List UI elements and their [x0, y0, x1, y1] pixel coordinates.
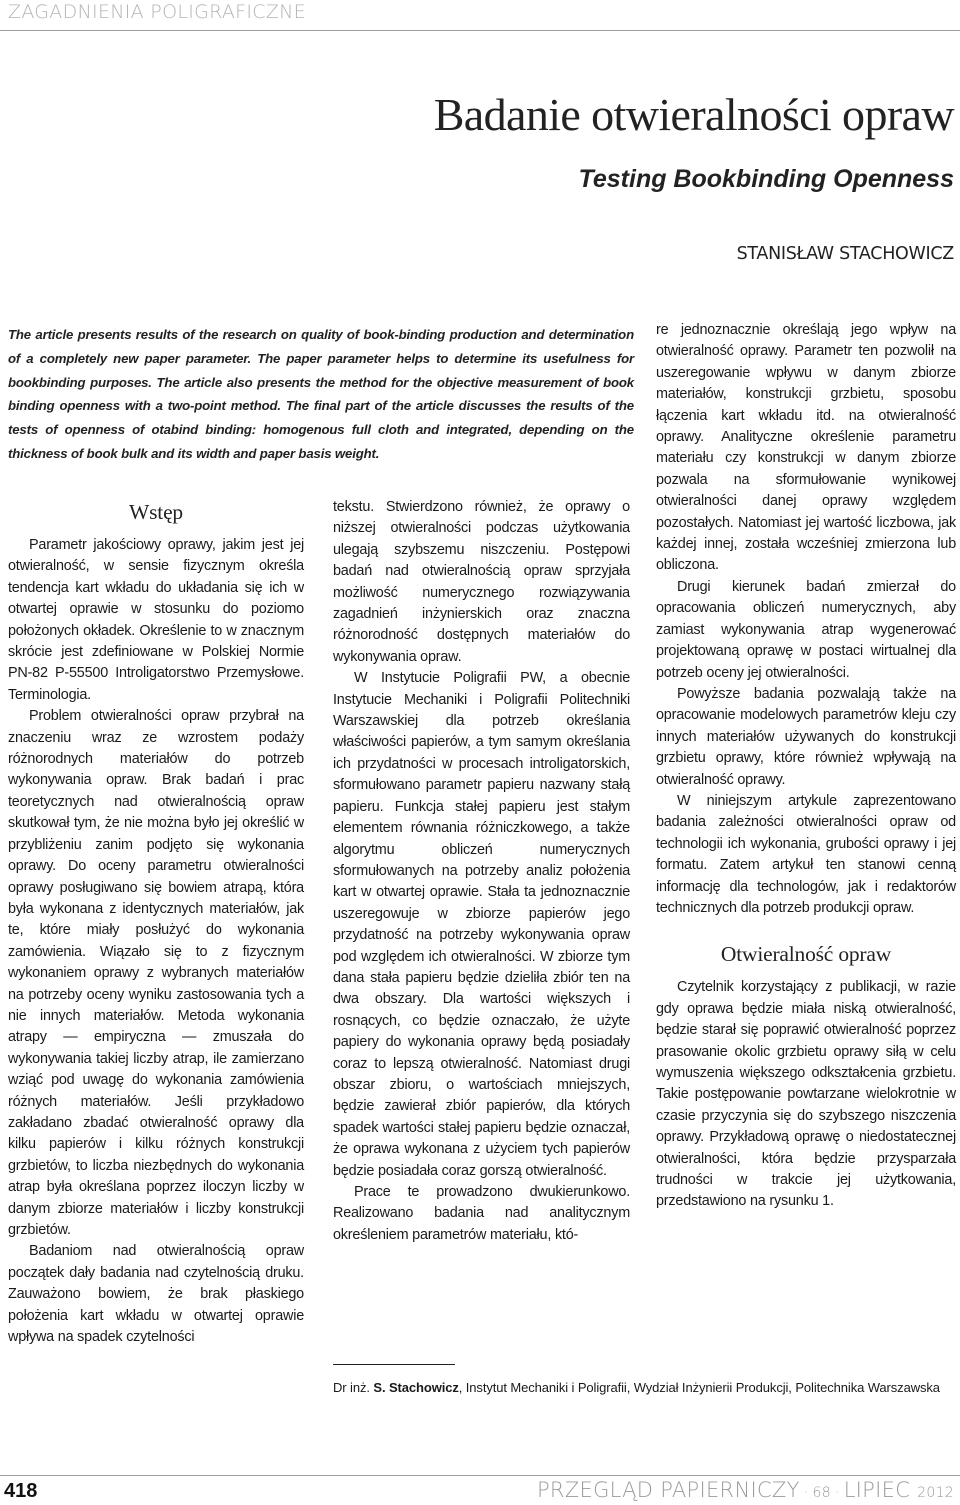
paragraph: W niniejszym artykule zaprezentowano badania zależności otwieralności opraw od technologii ich wykonania, grubości oprawy i jej formatu. Zatem artykuł ten stanowi cenną informację dla technologów, jak i redaktorów technicznych dla potrzeb produkcji opraw. — [656, 792, 956, 916]
section-heading-intro: Wstęp — [129, 500, 183, 524]
footnote-author-name: S. Stachowicz — [373, 1380, 459, 1395]
column-2 — [333, 497, 630, 1246]
paragraph: Parametr jakościowy oprawy, jakim jest jej otwieralność, w sensie fizycznym określa tendencja kart wkładu do układania się ich w otwartej oprawie w stosunku do poziomo położonych okładek. Określenie to w znacznym skrócie jest zdefiniowane w Polskiej Normie PN-82 P-55500 Introligatorstwo Przemysłowe. Terminologia. — [8, 537, 304, 703]
journal-month: LIPIEC — [843, 1478, 911, 1502]
paragraph: Drugi kierunek badań zmierzał do opracowania obliczeń numerycznych, aby zamiast wykonywania atrap wygenerować projektowaną oprawę w postaci wirtualnej dla potrzeb oceny jej otwieralności. — [656, 578, 956, 681]
paragraph: tekstu. Stwierdzono również, że oprawy o niższej otwieralności podczas użytkowania ulegają szybszemu niszczeniu. Postępowi badań nad otwieralnością opraw sprzyjała możliwość numerycznego rozwiązywania zagadnień inżynierskich oraz znaczna różnorodność dostępnych materiałów do wykonywania opraw. — [333, 499, 630, 665]
journal-year: 2012 — [917, 1485, 954, 1501]
header-rule — [0, 30, 960, 31]
article-subtitle: Testing Bookbinding Openness — [578, 165, 954, 193]
abstract: The article presents results of the research on quality of book-binding production and determination of a completely new paper parameter. The paper parameter helps to determine its usefulness for bookbinding purposes. The article also presents the method for the objective measurement of book binding openness with a two-point method. The final part of the article discusses the results of the tests of openness of otabind binding: homogenous full cloth and integrated, depending on the thickness of book bulk and its width and paper basis weight. — [8, 327, 634, 461]
paragraph: W Instytucie Poligrafii PW, a obecnie Instytucie Mechaniki i Poligrafii Politechniki Warszawskiej dla potrzeb określania właściwości papierów, a tym samym określania ich przydatności w procesach introligatorskich, sformułowano parametr papieru nazwany stałą papieru. Funkcja stałej papieru jest stałym elementem równania różniczkowego, a także algorytmu obliczeń numerycznych sformułowanych na potrzeby analiz położenia kart w otwartej oprawie. Stała ta jednoznacznie uszeregowuje w zbiorze papierów jego przydatność na potrzeby wykonywania opraw pod względem ich otwieralności. W zbiorze tym dana stała papieru będzie dzieliła zbiór ten na dwa obszary. Dla wartości większych i rosnących, co będzie oznaczało, że użyte papiery do wykonania oprawy będą posiadały coraz to lepszą otwieralność. Natomiast drugi obszar zbioru, o wartościach mniejszych, będzie zawierał zbiór papierów, dla których spadek wartości stałej papieru będzie oznaczał, że oprawa wykonana z użyciem tych papierów będzie posiadała coraz gorszą otwieralność. — [333, 670, 630, 1179]
article-author: STANISŁAW STACHOWICZ — [736, 244, 954, 264]
paragraph: Badaniom nad otwieralnością opraw początek dały badania nad czytelnością druku. Zauważono bowiem, że brak płaskiego położenia kart wkładu w otwartej oprawie wpływa na spadek czytelności — [8, 1243, 304, 1346]
paragraph: re jednoznacznie określają jego wpływ na otwieralność oprawy. Parametr ten pozwolił na uszeregowanie wpływu w danym zbiorze materiałów, konstrukcji grzbietu, sposobu łączenia kart wkładu itd. na otwieralność oprawy. Analityczne określenie parametru materiału czy konstrukcji w danym zbiorze pozwala na sformułowanie wynikowej otwieralności danej oprawy względem pozostałych. Natomiast jej wartość liczbowa, jak każdej innej, została wcześniej zmierzona lub obliczona. — [656, 322, 956, 574]
paragraph: Prace te prowadzono dwukierunkowo. Realizowano badania nad analitycznym określeniem parametrów materiału, któ- — [333, 1184, 630, 1243]
author-footnote — [333, 1378, 959, 1398]
page-number: 418 — [4, 1480, 38, 1502]
footnote-affiliation: , Instytut Mechaniki i Poligrafii, Wydział Inżynierii Produkcji, Politechnika Warszawska — [458, 1380, 940, 1395]
section-heading-openness: Otwieralność opraw — [720, 942, 892, 967]
column-1 — [8, 497, 304, 1348]
journal-footer: PRZEGLĄD PAPIERNICZY · 68 · LIPIEC 2012 — [536, 1478, 954, 1502]
footnote-rule — [333, 1364, 455, 1365]
journal-name: PRZEGLĄD PAPIERNICZY — [536, 1478, 800, 1502]
footer-rule — [0, 1475, 960, 1476]
article-title: Badanie otwieralności opraw — [433, 89, 954, 140]
column-3 — [656, 320, 956, 1213]
paragraph: Czytelnik korzystający z publikacji, w razie gdy oprawa będzie miała niską otwieralność, będzie starał się poprawić otwieralność poprzez prasowanie okolic grzbietu oprawy siłą w celu wymuszenia większego odkształcenia grzbietu. Takie postępowanie powtarzane wielokrotnie w czasie przyczynia się do szybszego niszczenia oprawy. Przykładową oprawę o niedostatecznej otwieralności, która będzie przysparzała trudności w trakcie jej użytkowania, przedstawiono na rysunku 1. — [656, 979, 956, 1210]
running-head: ZAGADNIENIA POLIGRAFICZNE — [8, 1, 306, 23]
journal-volume: 68 — [812, 1485, 831, 1501]
paragraph: Powyższe badania pozwalają także na opracowanie modelowych parametrów kleju czy innych materiałów używanych do konstrukcji grzbietu oprawy, które również wpływają na otwieralność oprawy. — [656, 685, 956, 788]
paragraph: Problem otwieralności opraw przybrał na znaczeniu wraz ze wzrostem podaży różnorodnych materiałów do potrzeb wykonywania opraw. Brak badań i prac teoretycznych nad otwieralnością opraw skutkował tym, że nie można było jej określić w przybliżeniu zanim podjęto się wykonania oprawy. Do oceny parametru otwieralności oprawy posługiwano się bowiem atrapą, która była wykonana z identycznych materiałów, jak te, które miały posłużyć do wykonania zamówienia. Wiązało się to z fizycznym wykonaniem oprawy z wybranych materiałów na potrzeby oceny wyniku zastosowania tych a nie innych materiałów. Metoda wykonania atrapy — empiryczna — zmuszała do wykonywania takiej liczby atrap, ile zamierzano wziąć pod uwagę do wykonania zamówienia różnych materiałów. Jeśli przykładowo zakładano zbadać otwieralność oprawy dla kilku papierów i kilku różnych konstrukcji grzbietów, to liczba niezbędnych do wykonania atrap była określana poprzez iloczyn liczby w danym zbiorze materiałów i liczby konstrukcji grzbietów. — [8, 708, 304, 1238]
footnote-prefix: Dr inż. — [333, 1380, 374, 1395]
